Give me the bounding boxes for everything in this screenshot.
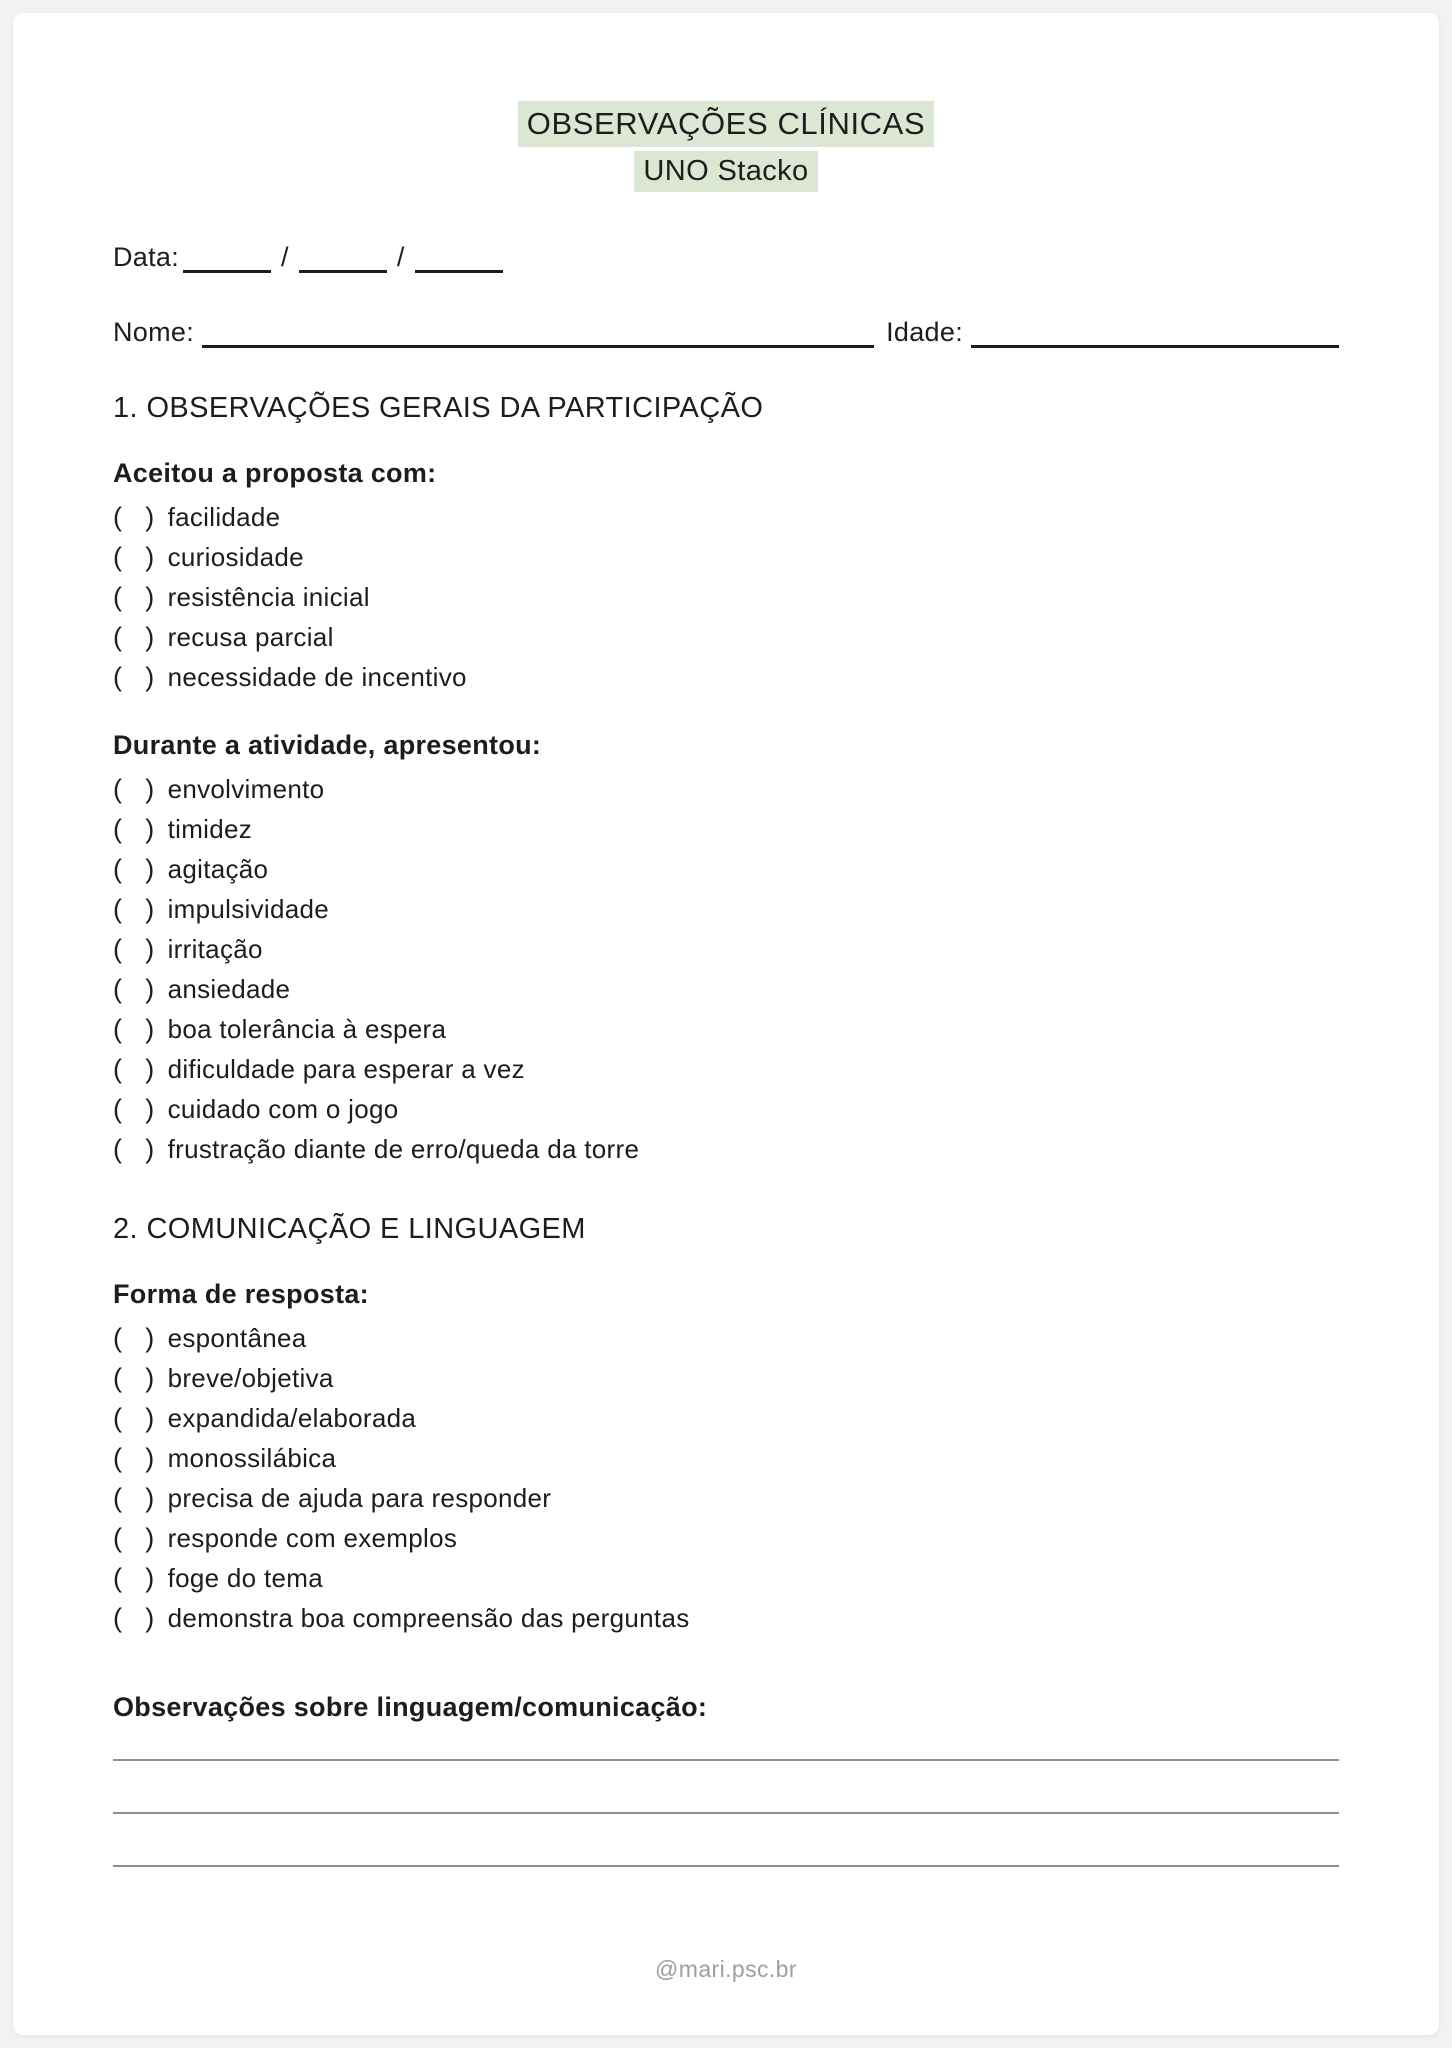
checklist-item <box>113 657 1339 697</box>
name-age-row <box>113 317 1339 348</box>
checklist-item-label: demonstra boa compreensão das perguntas <box>167 1602 690 1633</box>
checkbox-parentheses: ( ) <box>113 773 155 804</box>
page-title: OBSERVAÇÕES CLÍNICAS <box>518 101 934 147</box>
checklist-item <box>113 1358 1339 1398</box>
checklist-item-label: espontânea <box>167 1322 307 1353</box>
checkbox-parentheses: ( ) <box>113 973 155 1004</box>
checklist-item-label: curiosidade <box>167 541 304 572</box>
checklist-item <box>113 809 1339 849</box>
date-month-blank <box>299 243 387 273</box>
checklist-item-label: precisa de ajuda para responder <box>167 1482 552 1513</box>
checklist-item <box>113 1598 1339 1638</box>
checkbox-parentheses: ( ) <box>113 933 155 964</box>
name-blank <box>202 318 874 348</box>
date-label: Data: <box>113 242 180 272</box>
checklist-item-label: responde com exemplos <box>167 1522 458 1553</box>
checklist-item <box>113 1398 1339 1438</box>
date-year-blank <box>415 243 503 273</box>
checkbox-parentheses: ( ) <box>113 1093 155 1124</box>
checkbox-parentheses: ( ) <box>113 501 155 532</box>
checklist-item <box>113 1049 1339 1089</box>
checkbox-parentheses: ( ) <box>113 893 155 924</box>
checkbox-parentheses: ( ) <box>113 1442 155 1473</box>
checklist-item-label: timidez <box>167 813 253 844</box>
age-blank <box>971 318 1339 348</box>
checklist-item <box>113 1438 1339 1478</box>
checklist-item <box>113 769 1339 809</box>
checklist-item-label: envolvimento <box>167 773 325 804</box>
checkbox-parentheses: ( ) <box>113 1602 155 1633</box>
writing-line <box>113 1759 1339 1761</box>
checklist-item <box>113 1089 1339 1129</box>
checklist-item-label: frustração diante de erro/queda da torre <box>167 1133 640 1164</box>
checkbox-parentheses: ( ) <box>113 661 155 692</box>
checklist-item <box>113 969 1339 1009</box>
checklist-item-label: recusa parcial <box>167 621 334 652</box>
checkbox-parentheses: ( ) <box>113 813 155 844</box>
checkbox-parentheses: ( ) <box>113 1402 155 1433</box>
group-subheading: Forma de resposta: <box>113 1279 369 1309</box>
notes-label: Observações sobre linguagem/comunicação: <box>113 1692 708 1722</box>
checklist-item-label: foge do tema <box>167 1562 323 1593</box>
checklist-item <box>113 577 1339 617</box>
header <box>113 13 1339 192</box>
checklist-item-label: boa tolerância à espera <box>167 1013 447 1044</box>
checkbox-parentheses: ( ) <box>113 1482 155 1513</box>
checklist-item-label: agitação <box>167 853 269 884</box>
checklist-item <box>113 1129 1339 1169</box>
checklist-item-label: ansiedade <box>167 973 291 1004</box>
checkbox-parentheses: ( ) <box>113 1562 155 1593</box>
date-separator: / <box>396 242 405 272</box>
checkbox-parentheses: ( ) <box>113 1133 155 1164</box>
checklist-item <box>113 849 1339 889</box>
checklist-item <box>113 889 1339 929</box>
section-2-heading: 2. COMUNICAÇÃO E LINGUAGEM <box>113 1213 586 1245</box>
checkbox-parentheses: ( ) <box>113 1013 155 1044</box>
checklist-item-label: cuidado com o jogo <box>167 1093 399 1124</box>
checklist-item <box>113 1318 1339 1358</box>
checklist-item-label: facilidade <box>167 501 281 532</box>
checklist-item-label: impulsividade <box>167 893 330 924</box>
checkbox-parentheses: ( ) <box>113 541 155 572</box>
checklist-item-label: necessidade de incentivo <box>167 661 467 692</box>
checklist-item-label: breve/objetiva <box>167 1362 334 1393</box>
checklist-item <box>113 929 1339 969</box>
checklist-item <box>113 1478 1339 1518</box>
checklist-item <box>113 617 1339 657</box>
group-subheading: Aceitou a proposta com: <box>113 458 437 488</box>
checklist-item-label: irritação <box>167 933 263 964</box>
group-subheading: Durante a atividade, apresentou: <box>113 730 542 760</box>
date-row <box>113 242 1339 273</box>
date-day-blank <box>183 243 271 273</box>
checkbox-parentheses: ( ) <box>113 1362 155 1393</box>
checklist-item <box>113 497 1339 537</box>
checklist-item <box>113 537 1339 577</box>
writing-line <box>113 1812 1339 1814</box>
date-separator: / <box>281 242 289 272</box>
page-subtitle: UNO Stacko <box>634 151 817 192</box>
writing-line <box>113 1865 1339 1867</box>
checkbox-parentheses: ( ) <box>113 853 155 884</box>
checkbox-parentheses: ( ) <box>113 581 155 612</box>
checklist-item-label: monossilábica <box>167 1442 337 1473</box>
checkbox-parentheses: ( ) <box>113 621 155 652</box>
section-1-heading: 1. OBSERVAÇÕES GERAIS DA PARTICIPAÇÃO <box>113 392 764 424</box>
checkbox-parentheses: ( ) <box>113 1053 155 1084</box>
name-label: Nome: <box>113 317 195 347</box>
checkbox-parentheses: ( ) <box>113 1322 155 1353</box>
checklist-item-label: resistência inicial <box>167 581 370 612</box>
footer-handle: @mari.psc.br <box>655 1956 797 1982</box>
age-label: Idade: <box>886 317 963 347</box>
checkbox-parentheses: ( ) <box>113 1522 155 1553</box>
checklist-item <box>113 1009 1339 1049</box>
document-page <box>13 13 1439 2035</box>
notes-writing-area <box>113 1759 1339 1867</box>
checklist-item <box>113 1518 1339 1558</box>
checklist-item-label: dificuldade para esperar a vez <box>167 1053 525 1084</box>
checklist-item-label: expandida/elaborada <box>167 1402 417 1433</box>
checklist-item <box>113 1558 1339 1598</box>
